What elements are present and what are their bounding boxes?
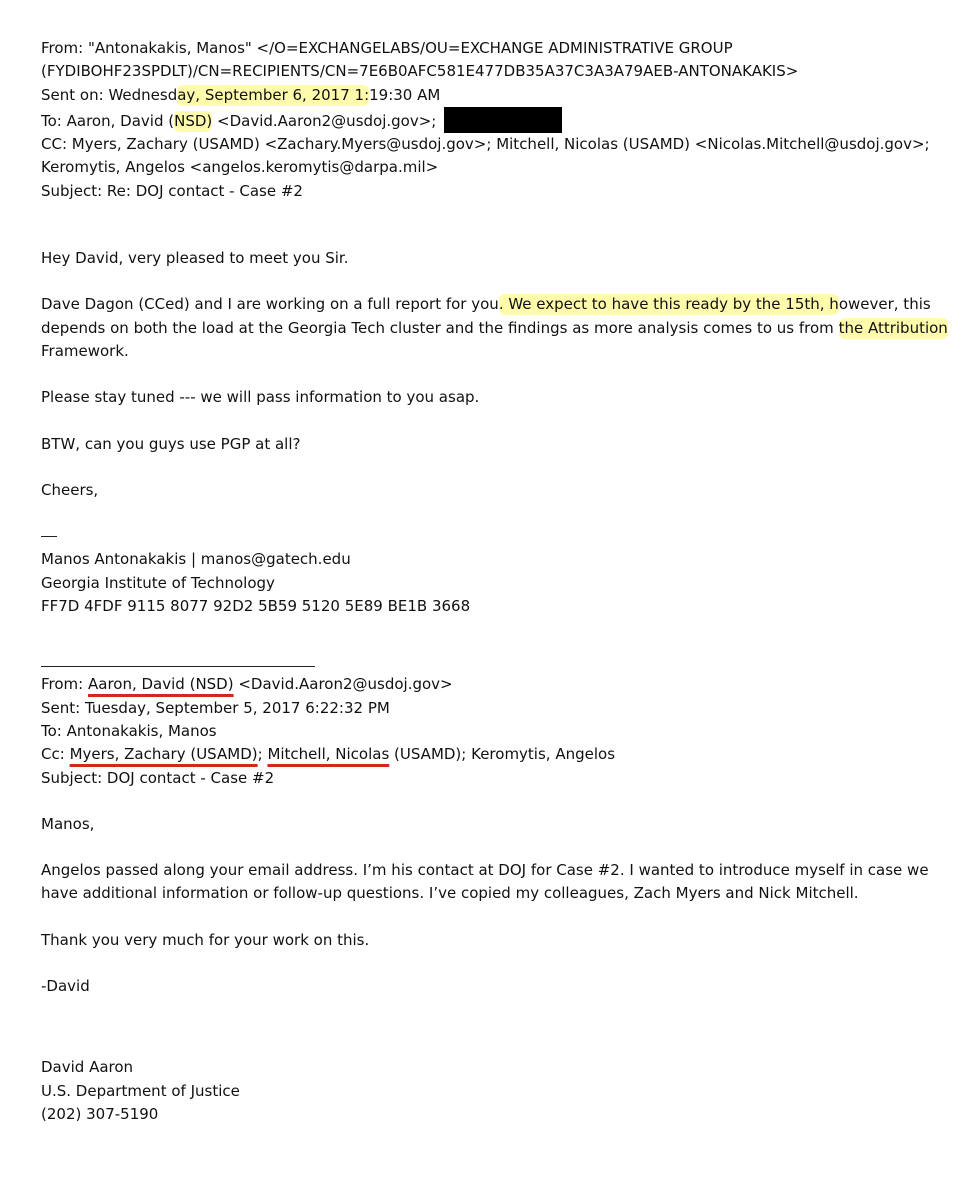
original-cc-line bbox=[41, 743, 945, 766]
reply-closing: Cheers, bbox=[41, 480, 99, 499]
reply-header bbox=[41, 37, 945, 203]
original-sent-value: Tuesday, September 5, 2017 6:22:32 PM bbox=[84, 698, 390, 717]
reply-cc-value-cont: Keromytis, Angelos <angelos.keromytis@darpa.mil> bbox=[41, 158, 439, 177]
redaction-box bbox=[444, 107, 562, 133]
original-paragraph-1: Angelos passed along your email address. I’m his contact at DOJ for Case #2. I wanted to introduce myself in case we have additional information or follow-up questions. I’ve copied my colleagues, Zach Myers and Nick Mitchell. bbox=[41, 861, 929, 903]
original-cc-label: Cc: bbox=[41, 745, 65, 764]
reply-subject-value: Re: DOJ contact - Case #2 bbox=[106, 181, 303, 200]
reply-p1-part-a: Dave Dagon (CCed) and I are working on a full report for you bbox=[41, 295, 499, 314]
reply-sig-key: FF7D 4FDF 9115 8077 92D2 5B59 5120 5E89 BE1B 3668 bbox=[41, 597, 471, 616]
original-from-underlined: Aaron, David (NSD) bbox=[88, 675, 234, 694]
reply-cc-label: CC: bbox=[41, 135, 68, 154]
reply-cc-line bbox=[41, 133, 945, 156]
reply-sig-org: Georgia Institute of Technology bbox=[41, 573, 275, 592]
reply-paragraph-2: Please stay tuned --- we will pass information to you asap. bbox=[41, 388, 480, 407]
original-sent-line bbox=[41, 697, 945, 720]
original-to-label: To: bbox=[41, 721, 62, 740]
reply-sent-label: Sent on: bbox=[41, 85, 104, 104]
reply-paragraph-1 bbox=[41, 293, 948, 363]
reply-p1-part-b: owever, this bbox=[838, 295, 931, 314]
reply-greeting: Hey David, very pleased to meet you Sir. bbox=[41, 249, 349, 268]
original-header bbox=[41, 673, 945, 789]
reply-to-post: <David.Aaron2@usdoj.gov>; bbox=[212, 111, 437, 130]
reply-sent-line bbox=[41, 84, 945, 107]
reply-subject-label: Subject: bbox=[41, 181, 103, 200]
reply-to-line bbox=[41, 107, 945, 133]
reply-p1-highlight-1: . We expect to have this ready by the 15th, h bbox=[498, 295, 839, 314]
separator-rule bbox=[41, 666, 315, 667]
reply-sig-name: Manos Antonakakis | manos@gatech.edu bbox=[41, 550, 351, 569]
original-signoff: -David bbox=[41, 977, 90, 996]
original-cc-underlined-1: Myers, Zachary (USAMD) bbox=[69, 745, 258, 764]
reply-from-label: From: bbox=[41, 39, 84, 57]
reply-cc-line-cont bbox=[41, 156, 945, 179]
reply-sent-pre: Wednesd bbox=[108, 85, 178, 104]
reply-from-value: "Antonakakis, Manos" </O=EXCHANGELABS/OU=EXCHANGE ADMINISTRATIVE GROUP bbox=[88, 39, 733, 57]
reply-paragraph-3: BTW, can you guys use PGP at all? bbox=[41, 434, 301, 453]
reply-from-line bbox=[41, 37, 945, 60]
original-cc-post: (USAMD); Keromytis, Angelos bbox=[389, 745, 616, 764]
original-from-post: <David.Aaron2@usdoj.gov> bbox=[233, 675, 453, 694]
reply-from-line-cont bbox=[41, 60, 945, 83]
original-to-value: Antonakakis, Manos bbox=[66, 721, 217, 740]
original-sent-label: Sent: bbox=[41, 698, 81, 717]
original-from-label: From: bbox=[41, 675, 84, 694]
reply-p1-part-c: depends on both the load at the Georgia Tech cluster and the findings as more analysis comes to us from bbox=[41, 318, 839, 337]
original-sig-org: U.S. Department of Justice bbox=[41, 1081, 240, 1100]
reply-sent-highlight: ay, September 6, 2017 1: bbox=[177, 85, 370, 104]
reply-sent-post: 19:30 AM bbox=[369, 85, 441, 104]
reply-p1-part-d: Framework. bbox=[41, 341, 129, 360]
original-cc-separator: ; bbox=[257, 745, 263, 764]
original-sig-name: David Aaron bbox=[41, 1058, 134, 1077]
original-subject-line bbox=[41, 767, 945, 790]
signature-dash bbox=[41, 525, 945, 548]
original-greeting: Manos, bbox=[41, 814, 95, 833]
original-from-line bbox=[41, 673, 945, 696]
original-sig-phone: (202) 307-5190 bbox=[41, 1104, 159, 1123]
reply-to-highlight: NSD) bbox=[174, 111, 213, 130]
reply-to-pre: Aaron, David ( bbox=[66, 111, 175, 130]
original-to-line bbox=[41, 720, 945, 743]
original-subject-value: DOJ contact - Case #2 bbox=[106, 768, 275, 787]
original-subject-label: Subject: bbox=[41, 768, 103, 787]
original-paragraph-2: Thank you very much for your work on this. bbox=[41, 930, 370, 949]
reply-p1-highlight-2: the Attribution bbox=[838, 318, 948, 337]
reply-from-value-cont: (FYDIBOHF23SPDLT)/CN=RECIPIENTS/CN=7E6B0AFC581E477DB35A37C3A3A79AEB-ANTONAKAKIS> bbox=[41, 62, 799, 81]
reply-cc-value: Myers, Zachary (USAMD) <Zachary.Myers@usdoj.gov>; Mitchell, Nicolas (USAMD) <Nicolas.Mitchell@usdoj.gov>; bbox=[71, 135, 930, 154]
original-cc-underlined-2: Mitchell, Nicolas bbox=[267, 745, 390, 764]
reply-to-label: To: bbox=[41, 111, 62, 130]
reply-subject-line bbox=[41, 180, 945, 203]
